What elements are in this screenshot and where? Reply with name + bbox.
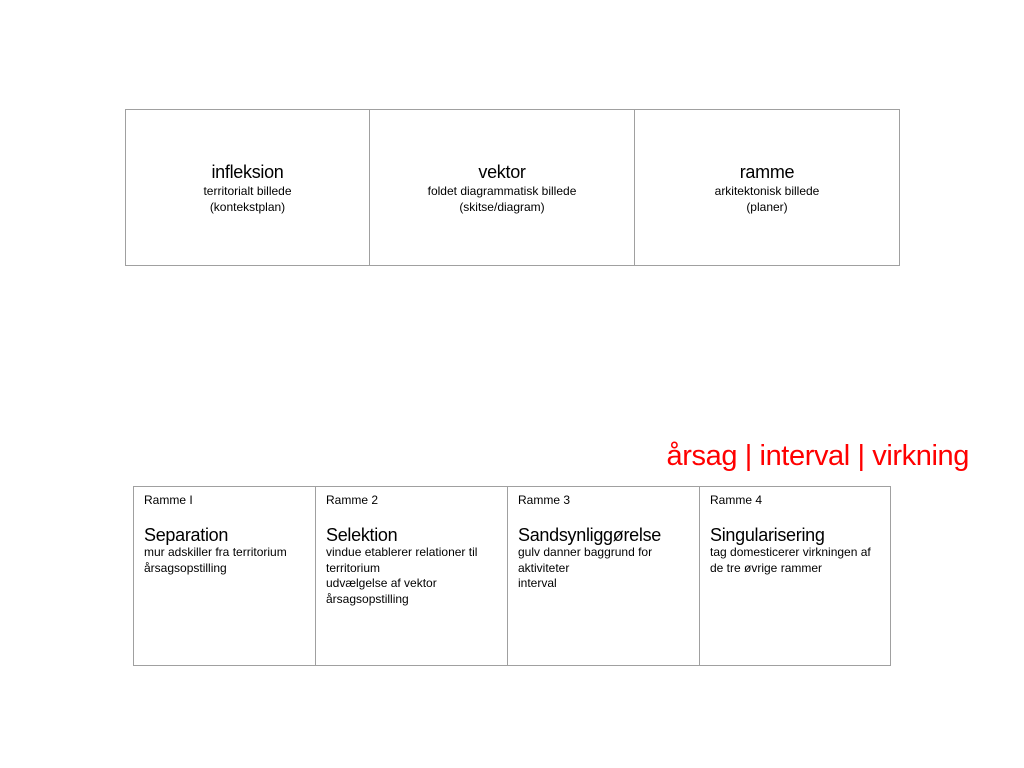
frame-title: Selektion (326, 525, 398, 545)
frame-line: gulv danner baggrund for (518, 545, 653, 559)
concept-medium: (planer) (746, 199, 788, 214)
frame-line: interval (518, 576, 557, 590)
concept-table (125, 109, 900, 266)
frame-title: Sandsynliggørelse (518, 525, 661, 545)
concept-medium: (skitse/diagram) (459, 199, 545, 214)
concept-title: vektor (478, 161, 526, 182)
concept-description: territorialt billede (203, 183, 292, 198)
frame-line: udvælgelse af vektor (326, 576, 437, 590)
concept-title: ramme (739, 161, 795, 182)
frame-line: vindue etablerer relationer til (326, 545, 478, 559)
frame-line: årsagsopstilling (144, 560, 227, 575)
frame-cell-4 (700, 487, 890, 665)
concept-medium: (kontekstplan) (209, 199, 286, 214)
concept-cell-vektor (370, 110, 635, 265)
frame-label: Ramme 3 (518, 493, 571, 507)
frame-title: Separation (144, 525, 229, 545)
frame-line: de tre øvrige rammer (710, 560, 823, 575)
frame-line: territorium (326, 560, 381, 575)
frame-label: Ramme 2 (326, 493, 379, 507)
concept-description: foldet diagrammatisk billede (427, 183, 577, 198)
frame-cell-3 (508, 487, 700, 665)
frame-line: tag domesticerer virkningen af (710, 545, 871, 559)
frame-title: Singularisering (710, 525, 825, 545)
frame-line: årsagsopstilling (326, 591, 409, 606)
concept-title: infleksion (211, 161, 284, 182)
frames-table (133, 486, 891, 666)
frame-cell-2 (316, 487, 508, 665)
frame-label: Ramme I (144, 493, 193, 507)
concept-cell-infleksion (126, 110, 370, 265)
section-heading: årsag | interval | virkning (666, 440, 969, 472)
frame-cell-1 (134, 487, 316, 665)
concept-description: arkitektonisk billede (714, 183, 820, 198)
frame-label: Ramme 4 (710, 493, 763, 507)
frame-line: mur adskiller fra territorium (144, 545, 287, 559)
frame-line: aktiviteter (518, 560, 570, 575)
concept-cell-ramme (635, 110, 899, 265)
